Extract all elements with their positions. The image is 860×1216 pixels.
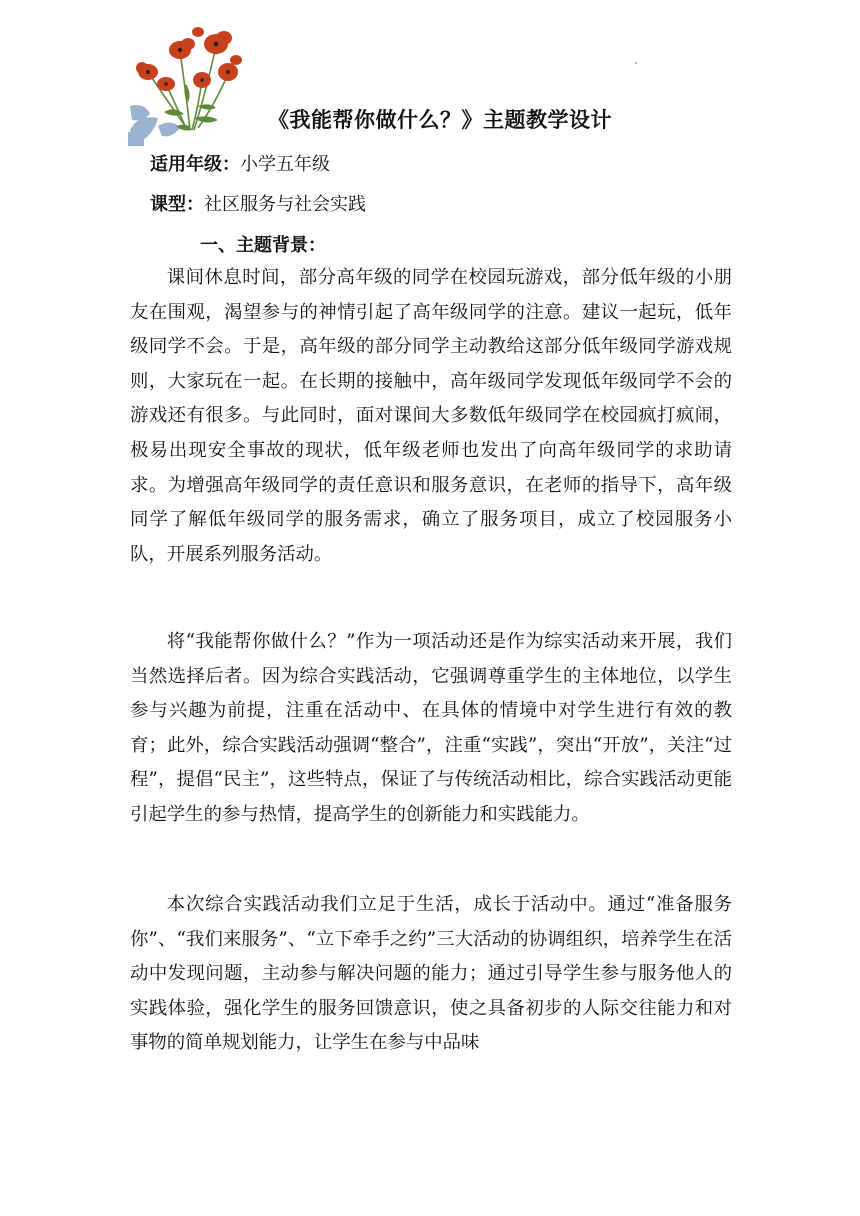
- lesson-type-label: 课型：: [150, 194, 204, 215]
- poppy-flower-icon: [128, 22, 250, 146]
- grade-line: [150, 150, 330, 176]
- paragraph-2: 将“我能帮你做什么？”作为一项活动还是作为综实活动来开展，我们当然选择后者。因为综合实践活动，它强调尊重学生的主体地位，以学生参与兴趣为前提，注重在活动中、在具体的情境中对学生进行有效的教育；此外，综合实践活动强调“整合”，注重“实践”，突出“开放”，关注“过程”，提倡“民主”，这些特点，保证了与传统活动相比，综合实践活动更能引起学生的参与热情，提高学生的创新能力和实践能力。: [130, 631, 732, 825]
- page-title: 《我能帮你做什么？》主题教学设计: [268, 107, 612, 132]
- section-heading: 一、主题背景：: [200, 235, 326, 256]
- lesson-type-value: 社区服务与社会实践: [204, 194, 366, 215]
- paragraph-3: 本次综合实践活动我们立足于生活，成长于活动中。通过“准备服务你”、“我们来服务”、“立下牵手之约”三大活动的协调组织，培养学生在活动中发现问题，主动参与解决问题的能力；通过引导学生参与服务他人的实践体验，强化学生的服务回馈意识，使之具备初步的人际交往能力和对事物的简单规划能力，让学生在参与中品味: [130, 894, 732, 1054]
- lesson-type-line: [150, 190, 366, 216]
- paragraph-1: 课间休息时间，部分高年级的同学在校园玩游戏，部分低年级的小朋友在围观，渴望参与的神情引起了高年级同学的注意。建议一起玩，低年级同学不会。于是，高年级的部分同学主动教给这部分低年级同学游戏规则，大家玩在一起。在长期的接触中，高年级同学发现低年级同学不会的游戏还有很多。与此同时，面对课间大多数低年级同学在校园疯打疯闹，极易出现安全事故的现状，低年级老师也发出了向高年级同学的求助请求。为增强高年级同学的责任意识和服务意识，在老师的指导下，高年级同学了解低年级同学的服务需求，确立了服务项目，成立了校园服务小队，开展系列服务活动。: [130, 267, 732, 565]
- stray-dot: [635, 62, 637, 64]
- grade-value: 小学五年级: [240, 154, 330, 175]
- grade-label: 适用年级：: [150, 154, 240, 175]
